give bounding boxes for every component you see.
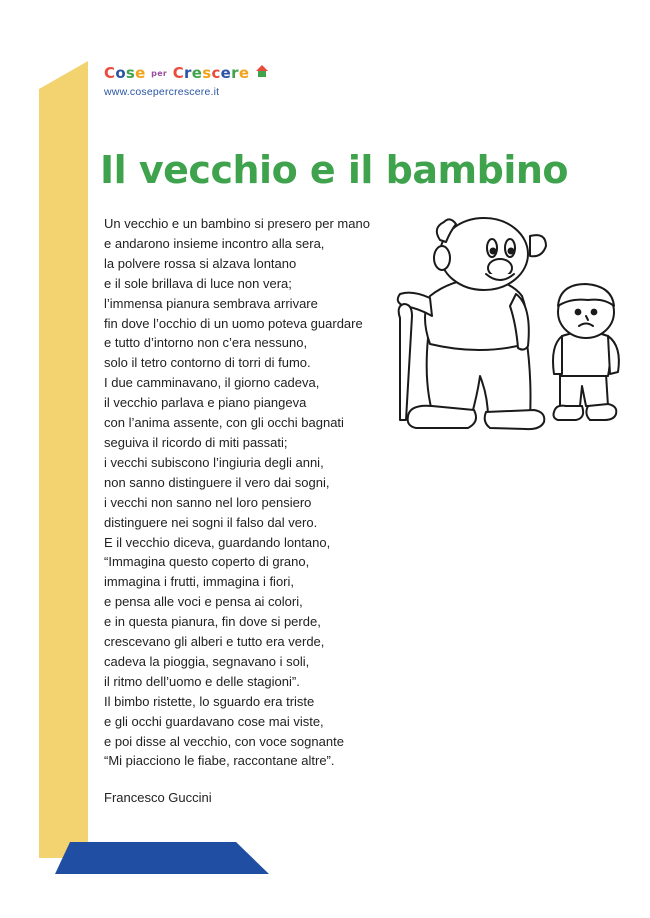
poem-line: solo il tetro contorno di torri di fumo. [104, 355, 311, 371]
poem-line: il vecchio parlava e piano piangeva [104, 395, 307, 411]
brand-logo[interactable] [104, 64, 269, 98]
poem-line: i vecchi subiscono l’ingiuria degli anni, [104, 454, 324, 470]
poem-line: e gli occhi guardavano cose mai viste, [104, 713, 324, 729]
poem-line: con l’anima assente, con gli occhi bagnati [104, 415, 344, 431]
poem-line: distinguere nei sogni il falso dal vero. [104, 514, 318, 530]
poem-line: cadeva la pioggia, segnavano i soli, [104, 653, 310, 669]
poem-line: e andarono insieme incontro alla sera, [104, 235, 325, 251]
poem-author: Francesco Guccini [104, 790, 212, 805]
poem-line: il ritmo dell’uomo e delle stagioni”. [104, 673, 300, 689]
poem-line: immagina i frutti, immagina i fiori, [104, 574, 294, 590]
poem-body [104, 214, 404, 771]
poem-line: e poi disse al vecchio, con voce sognante [104, 733, 344, 749]
house-icon [255, 64, 269, 78]
child-figure [553, 284, 619, 420]
poem-line: seguiva il ricordo di miti passati; [104, 434, 288, 450]
poem-line: E il vecchio diceva, guardando lontano, [104, 534, 331, 550]
poem-line: i vecchi non sanno nel loro pensiero [104, 494, 312, 510]
poem-line: e pensa alle voci e pensa ai colori, [104, 594, 303, 610]
poem-line: e tutto d’intorno non c’era nessuno, [104, 335, 308, 351]
poem-line: non sanno distinguere il vero dai sogni, [104, 474, 330, 490]
poem-line: “Mi piacciono le fiabe, raccontane altre”. [104, 753, 335, 769]
poem-line: I due camminavano, il giorno cadeva, [104, 375, 320, 391]
poem-line: l’immensa pianura sembrava arrivare [104, 295, 318, 311]
old-man-figure [398, 218, 546, 429]
poem-line: Un vecchio e un bambino si presero per mano [104, 216, 370, 231]
logo-text: Cose per Crescere [104, 64, 269, 86]
poem-title: Il vecchio e il bambino [100, 148, 569, 192]
poem-line: e in questa pianura, fin dove si perde, [104, 614, 321, 630]
poem-line: “Immagina questo coperto di grano, [104, 554, 310, 570]
site-url[interactable]: www.cosepercrescere.it [104, 86, 220, 98]
poem-line: Il bimbo ristette, lo sguardo era triste [104, 693, 315, 709]
old-man-and-child-illustration [390, 206, 650, 436]
yellow-vertical-band [39, 61, 88, 858]
blue-bottom-band [55, 842, 269, 874]
poem-line: fin dove l’occhio di un uomo poteva guardare [104, 315, 363, 331]
poem-line: la polvere rossa si alzava lontano [104, 255, 297, 271]
poem-line: crescevano gli alberi e tutto era verde, [104, 634, 325, 650]
poem-line: e il sole brillava di luce non vera; [104, 275, 292, 291]
